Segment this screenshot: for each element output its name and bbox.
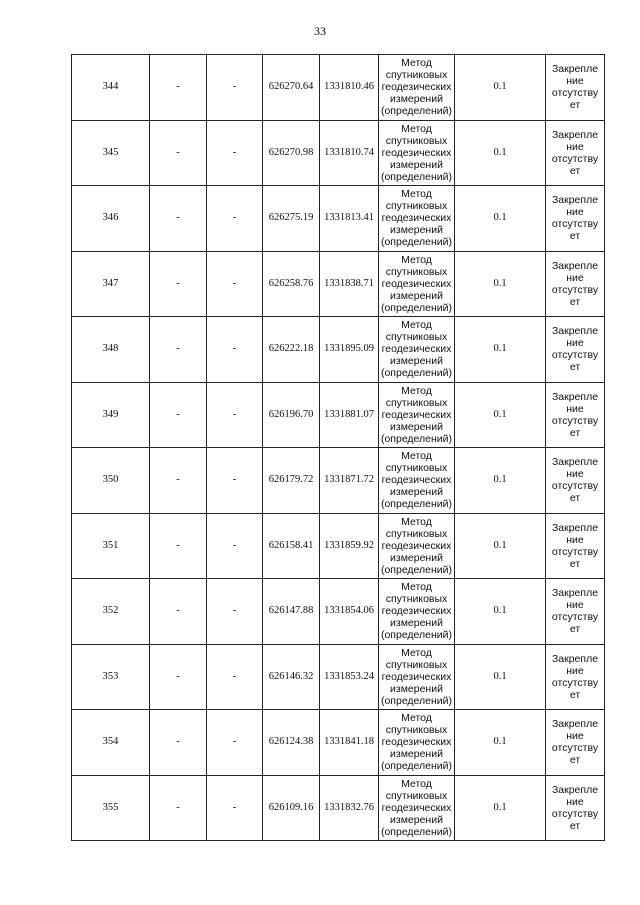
coordinate-x-cell: 626275.19: [263, 186, 320, 252]
column-2-cell: -: [150, 513, 207, 579]
method-line: геодезических: [381, 736, 452, 749]
method-line: Метод: [401, 646, 432, 659]
fixation-line: отсутству: [551, 545, 599, 558]
coordinate-y-cell: 1331895.09: [320, 317, 379, 383]
method-line: (определений): [380, 432, 453, 445]
fixation-line: ние: [566, 206, 584, 219]
point-number-cell: 352: [72, 579, 150, 645]
method-line: Метод: [401, 581, 432, 594]
method-line: геодезических: [381, 212, 452, 225]
fixation-cell: [546, 251, 605, 317]
fixation-cell: [546, 55, 605, 121]
method-cell: [379, 55, 455, 121]
fixation-cell: [546, 644, 605, 710]
coordinate-x-cell: 626109.16: [263, 775, 320, 841]
method-line: спутниковых: [385, 69, 448, 82]
accuracy-cell: 0.1: [455, 775, 546, 841]
table-row: [72, 710, 605, 776]
accuracy-cell: 0.1: [455, 644, 546, 710]
method-cell: [379, 382, 455, 448]
method-line: геодезических: [381, 81, 452, 94]
fixation-line: ет: [569, 492, 581, 505]
accuracy-cell: 0.1: [455, 513, 546, 579]
column-3-cell: -: [207, 55, 263, 121]
method-line: (определений): [380, 563, 453, 576]
method-line: измерений: [390, 93, 443, 106]
accuracy-cell: 0.1: [455, 120, 546, 186]
method-line: Метод: [401, 253, 432, 266]
point-number-cell: 346: [72, 186, 150, 252]
accuracy-cell: 0.1: [455, 382, 546, 448]
point-number-cell: 344: [72, 55, 150, 121]
fixation-line: Закрепле: [551, 259, 599, 272]
coordinate-x-cell: 626146.32: [263, 644, 320, 710]
column-3-cell: -: [207, 251, 263, 317]
method-line: Метод: [401, 712, 432, 725]
coordinate-y-cell: 1331871.72: [320, 448, 379, 514]
column-3-cell: -: [207, 579, 263, 645]
fixation-cell: [546, 448, 605, 514]
method-line: спутниковых: [385, 134, 448, 147]
coordinate-x-cell: 626222.18: [263, 317, 320, 383]
fixation-line: отсутству: [551, 414, 599, 427]
method-line: Метод: [401, 777, 432, 790]
method-line: геодезических: [381, 539, 452, 552]
coordinate-y-cell: 1331881.07: [320, 382, 379, 448]
column-3-cell: -: [207, 710, 263, 776]
method-line: спутниковых: [385, 200, 448, 213]
table-row: [72, 251, 605, 317]
method-line: Метод: [401, 319, 432, 332]
method-line: Метод: [401, 450, 432, 463]
fixation-cell: [546, 579, 605, 645]
method-line: (определений): [380, 105, 453, 118]
fixation-cell: [546, 186, 605, 252]
table-row: [72, 317, 605, 383]
method-cell: [379, 120, 455, 186]
fixation-line: Закрепле: [551, 456, 599, 469]
coordinate-y-cell: 1331859.92: [320, 513, 379, 579]
accuracy-cell: 0.1: [455, 710, 546, 776]
coordinate-x-cell: 626158.41: [263, 513, 320, 579]
column-2-cell: -: [150, 251, 207, 317]
method-line: спутниковых: [385, 593, 448, 606]
coordinate-y-cell: 1331841.18: [320, 710, 379, 776]
column-2-cell: -: [150, 775, 207, 841]
point-number-cell: 345: [72, 120, 150, 186]
accuracy-cell: 0.1: [455, 55, 546, 121]
method-line: (определений): [380, 301, 453, 314]
method-cell: [379, 579, 455, 645]
table-row: [72, 513, 605, 579]
point-number-cell: 350: [72, 448, 150, 514]
fixation-line: ние: [566, 468, 584, 481]
coordinate-x-cell: 626270.64: [263, 55, 320, 121]
accuracy-cell: 0.1: [455, 579, 546, 645]
point-number-cell: 348: [72, 317, 150, 383]
method-line: (определений): [380, 236, 453, 249]
column-3-cell: -: [207, 317, 263, 383]
method-cell: [379, 317, 455, 383]
column-2-cell: -: [150, 644, 207, 710]
column-2-cell: -: [150, 382, 207, 448]
coordinate-y-cell: 1331838.71: [320, 251, 379, 317]
method-cell: [379, 186, 455, 252]
point-number-cell: 354: [72, 710, 150, 776]
fixation-cell: [546, 775, 605, 841]
table-row: [72, 186, 605, 252]
fixation-line: ние: [566, 730, 584, 743]
fixation-line: отсутству: [551, 807, 599, 820]
method-line: геодезических: [381, 146, 452, 159]
fixation-line: ние: [566, 337, 584, 350]
method-line: спутниковых: [385, 724, 448, 737]
method-line: измерений: [390, 289, 443, 302]
fixation-line: ет: [569, 164, 581, 177]
method-line: измерений: [390, 355, 443, 368]
column-2-cell: -: [150, 317, 207, 383]
coordinate-x-cell: 626196.70: [263, 382, 320, 448]
column-2-cell: -: [150, 186, 207, 252]
fixation-line: ет: [569, 623, 581, 636]
table-row: [72, 644, 605, 710]
method-line: геодезических: [381, 474, 452, 487]
fixation-line: ние: [566, 664, 584, 677]
fixation-line: отсутству: [551, 283, 599, 296]
method-line: геодезических: [381, 343, 452, 356]
method-line: Метод: [401, 384, 432, 397]
accuracy-cell: 0.1: [455, 317, 546, 383]
fixation-line: ние: [566, 140, 584, 153]
table-row: [72, 448, 605, 514]
method-line: геодезических: [381, 277, 452, 290]
fixation-line: ние: [566, 599, 584, 612]
method-cell: [379, 775, 455, 841]
fixation-cell: [546, 317, 605, 383]
method-line: измерений: [390, 158, 443, 171]
method-line: (определений): [380, 367, 453, 380]
method-line: измерений: [390, 420, 443, 433]
column-3-cell: -: [207, 644, 263, 710]
method-line: измерений: [390, 748, 443, 761]
method-line: спутниковых: [385, 331, 448, 344]
fixation-line: отсутству: [551, 218, 599, 231]
fixation-line: ет: [569, 295, 581, 308]
coordinate-x-cell: 626124.38: [263, 710, 320, 776]
fixation-line: ет: [569, 557, 581, 570]
coordinate-x-cell: 626147.88: [263, 579, 320, 645]
method-line: спутниковых: [385, 789, 448, 802]
coordinate-y-cell: 1331854.06: [320, 579, 379, 645]
coordinates-table: [71, 54, 605, 841]
method-line: спутниковых: [385, 265, 448, 278]
fixation-cell: [546, 710, 605, 776]
fixation-line: отсутству: [551, 480, 599, 493]
method-cell: [379, 448, 455, 514]
method-line: (определений): [380, 170, 453, 183]
fixation-line: отсутству: [551, 152, 599, 165]
column-2-cell: -: [150, 448, 207, 514]
coordinate-x-cell: 626258.76: [263, 251, 320, 317]
fixation-line: ет: [569, 819, 581, 832]
method-line: геодезических: [381, 605, 452, 618]
fixation-line: ние: [566, 75, 584, 88]
coordinate-y-cell: 1331853.24: [320, 644, 379, 710]
point-number-cell: 355: [72, 775, 150, 841]
method-line: геодезических: [381, 801, 452, 814]
method-line: спутниковых: [385, 658, 448, 671]
point-number-cell: 353: [72, 644, 150, 710]
fixation-line: ние: [566, 795, 584, 808]
fixation-line: Закрепле: [551, 325, 599, 338]
method-line: (определений): [380, 694, 453, 707]
method-line: измерений: [390, 617, 443, 630]
fixation-cell: [546, 513, 605, 579]
fixation-line: Закрепле: [551, 587, 599, 600]
fixation-cell: [546, 120, 605, 186]
column-2-cell: -: [150, 55, 207, 121]
table-row: [72, 775, 605, 841]
column-2-cell: -: [150, 710, 207, 776]
fixation-line: Закрепле: [551, 63, 599, 76]
fixation-line: Закрепле: [551, 194, 599, 207]
accuracy-cell: 0.1: [455, 448, 546, 514]
fixation-line: ет: [569, 754, 581, 767]
fixation-line: ние: [566, 271, 584, 284]
fixation-line: Закрепле: [551, 652, 599, 665]
point-number-cell: 351: [72, 513, 150, 579]
method-line: измерений: [390, 551, 443, 564]
method-line: геодезических: [381, 670, 452, 683]
fixation-line: отсутству: [551, 349, 599, 362]
column-3-cell: -: [207, 120, 263, 186]
method-line: Метод: [401, 57, 432, 70]
column-3-cell: -: [207, 448, 263, 514]
accuracy-cell: 0.1: [455, 186, 546, 252]
method-cell: [379, 251, 455, 317]
method-line: геодезических: [381, 408, 452, 421]
table-row: [72, 382, 605, 448]
fixation-line: ет: [569, 688, 581, 701]
fixation-line: Закрепле: [551, 390, 599, 403]
accuracy-cell: 0.1: [455, 251, 546, 317]
coordinate-x-cell: 626270.98: [263, 120, 320, 186]
method-cell: [379, 513, 455, 579]
fixation-line: отсутству: [551, 742, 599, 755]
table-row: [72, 120, 605, 186]
method-line: спутниковых: [385, 396, 448, 409]
method-line: измерений: [390, 224, 443, 237]
point-number-cell: 349: [72, 382, 150, 448]
column-3-cell: -: [207, 186, 263, 252]
method-line: измерений: [390, 682, 443, 695]
fixation-line: отсутству: [551, 611, 599, 624]
table-row: [72, 579, 605, 645]
method-line: Метод: [401, 122, 432, 135]
coordinate-y-cell: 1331813.41: [320, 186, 379, 252]
method-line: (определений): [380, 825, 453, 838]
column-3-cell: -: [207, 775, 263, 841]
method-line: измерений: [390, 813, 443, 826]
method-line: измерений: [390, 486, 443, 499]
method-line: спутниковых: [385, 527, 448, 540]
coordinate-y-cell: 1331810.46: [320, 55, 379, 121]
fixation-line: ет: [569, 230, 581, 243]
table-row: [72, 55, 605, 121]
fixation-line: Закрепле: [551, 783, 599, 796]
method-line: (определений): [380, 760, 453, 773]
fixation-line: Закрепле: [551, 718, 599, 731]
method-cell: [379, 710, 455, 776]
fixation-cell: [546, 382, 605, 448]
fixation-line: отсутству: [551, 87, 599, 100]
fixation-line: ет: [569, 426, 581, 439]
method-line: спутниковых: [385, 462, 448, 475]
fixation-line: ет: [569, 361, 581, 374]
fixation-line: ние: [566, 402, 584, 415]
method-line: Метод: [401, 515, 432, 528]
coordinate-y-cell: 1331810.74: [320, 120, 379, 186]
coordinate-y-cell: 1331832.76: [320, 775, 379, 841]
column-2-cell: -: [150, 120, 207, 186]
column-2-cell: -: [150, 579, 207, 645]
fixation-line: ние: [566, 533, 584, 546]
method-cell: [379, 644, 455, 710]
method-line: (определений): [380, 629, 453, 642]
column-3-cell: -: [207, 382, 263, 448]
coordinate-x-cell: 626179.72: [263, 448, 320, 514]
column-3-cell: -: [207, 513, 263, 579]
method-line: (определений): [380, 498, 453, 511]
fixation-line: Закрепле: [551, 128, 599, 141]
fixation-line: ет: [569, 99, 581, 112]
page-number: 33: [314, 24, 326, 38]
fixation-line: отсутству: [551, 676, 599, 689]
method-line: Метод: [401, 188, 432, 201]
point-number-cell: 347: [72, 251, 150, 317]
fixation-line: Закрепле: [551, 521, 599, 534]
